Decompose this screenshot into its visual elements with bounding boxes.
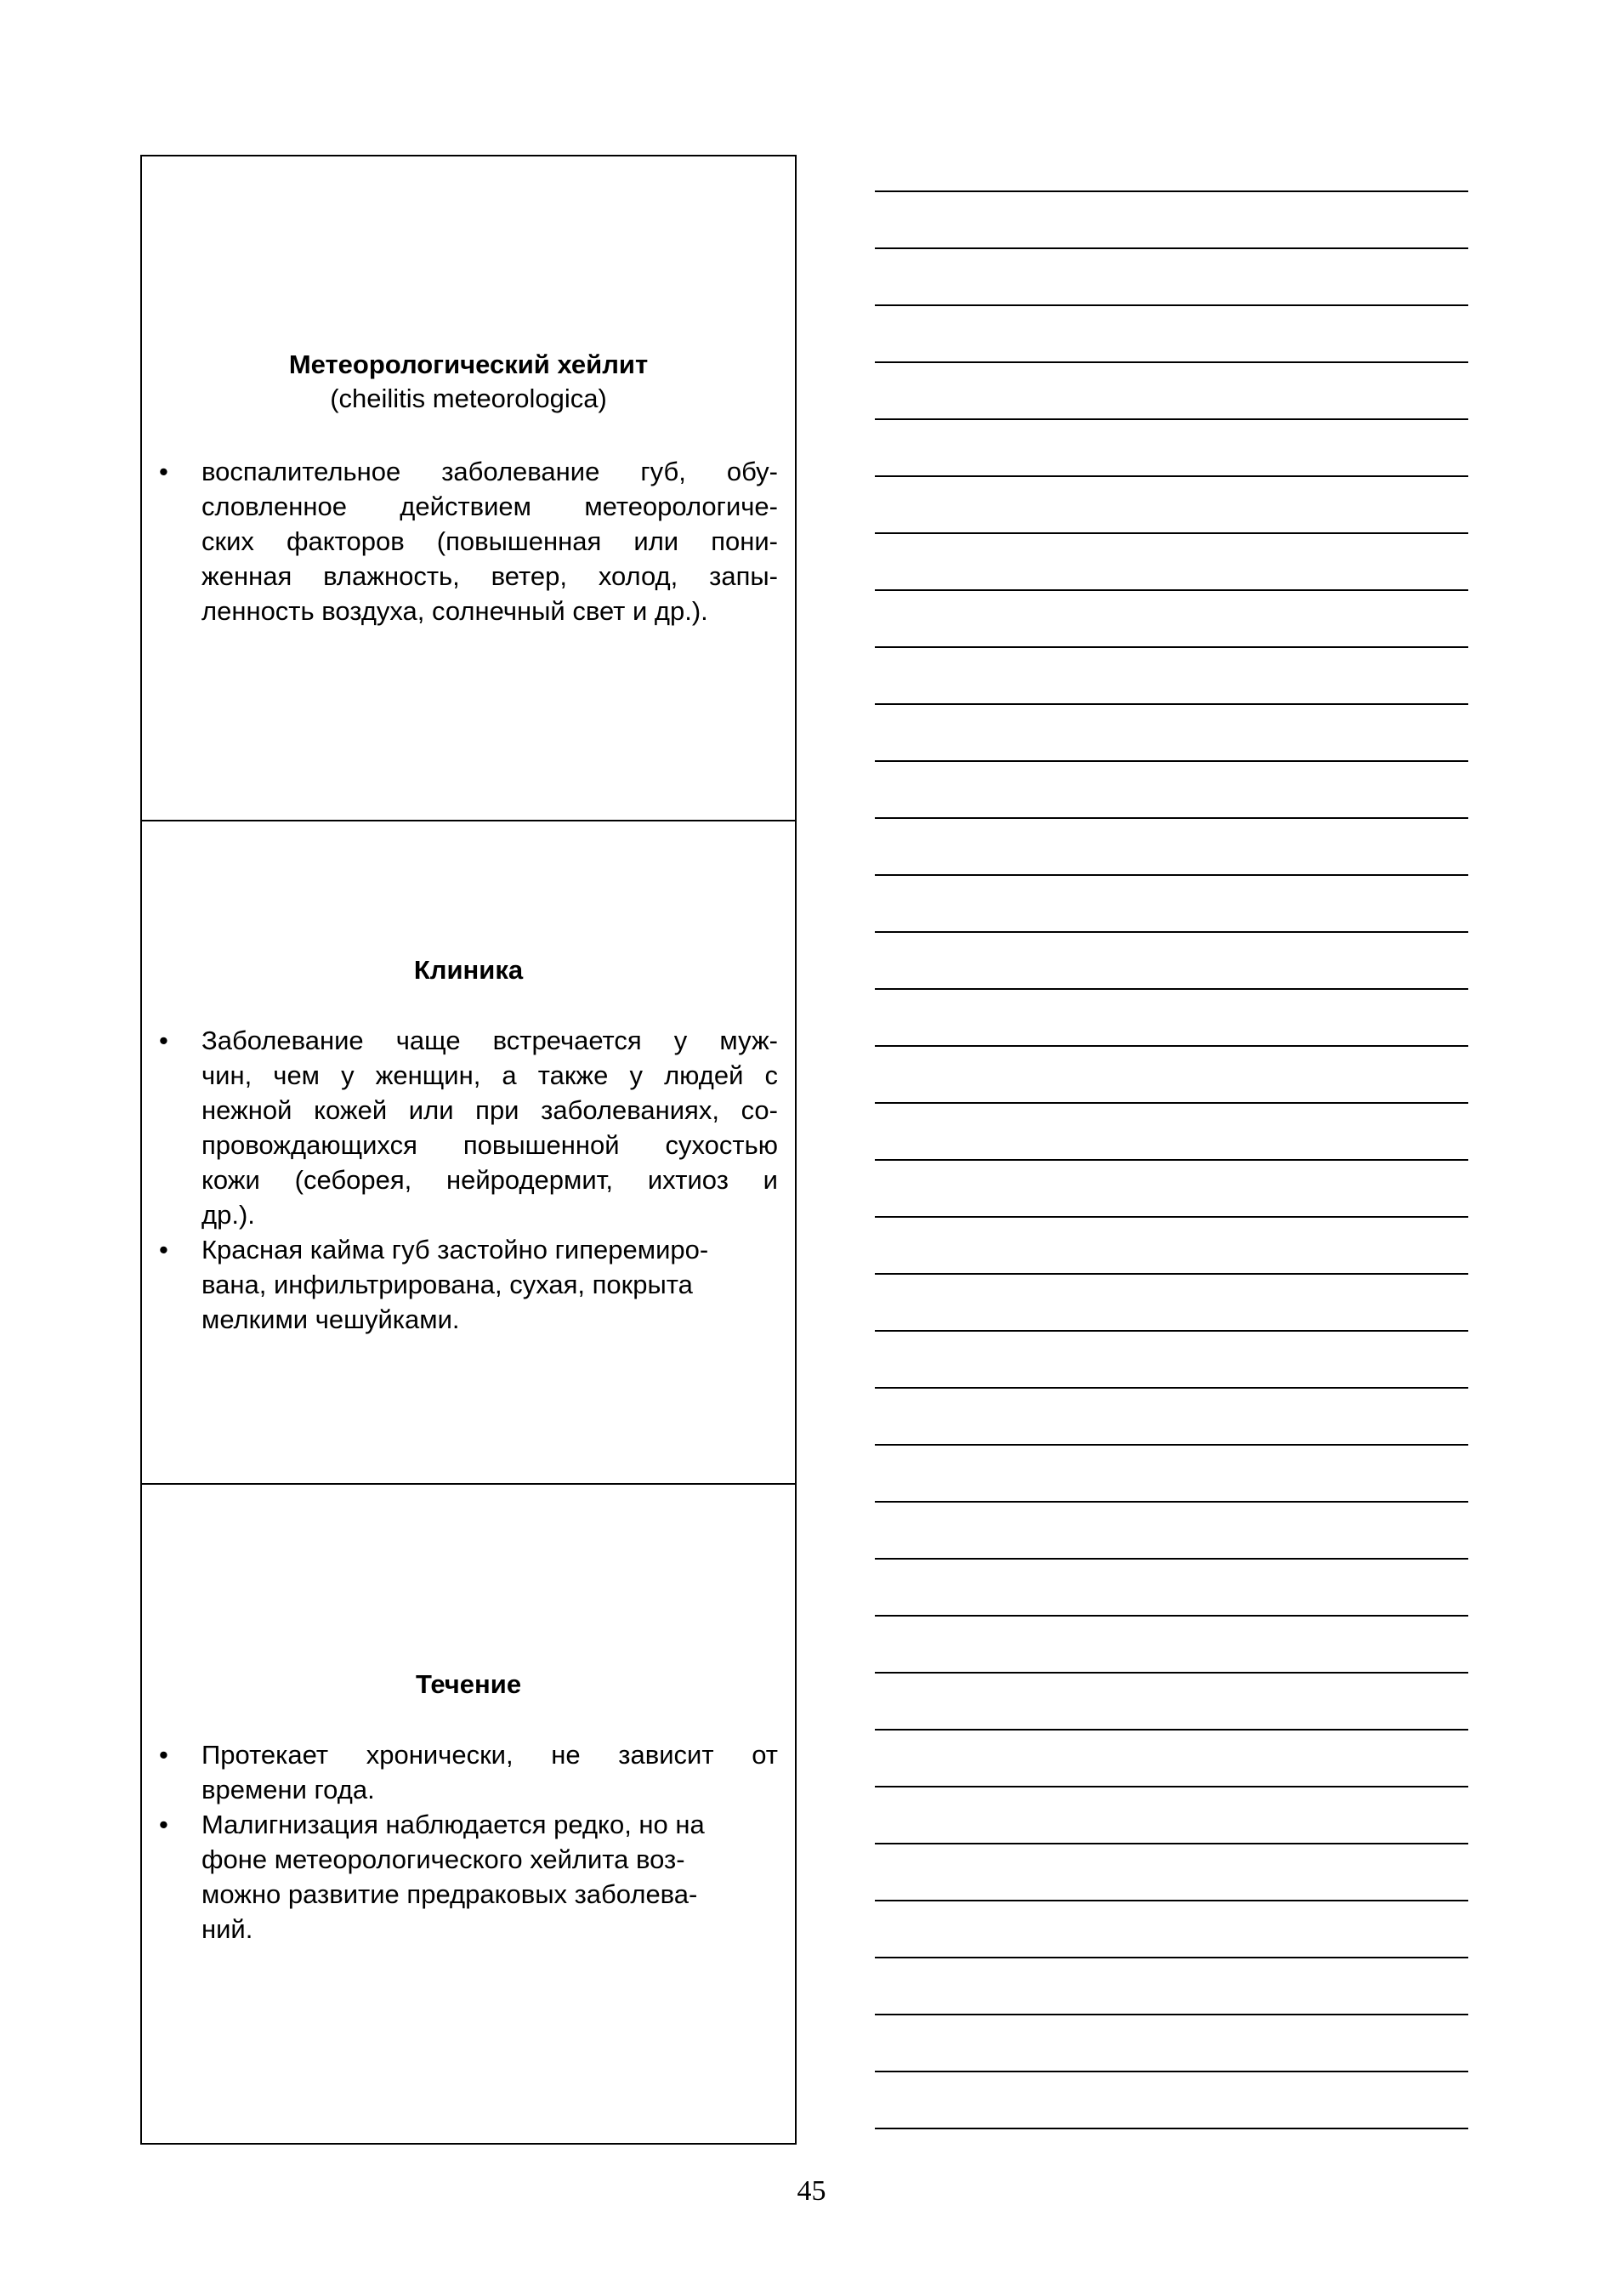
text-line: мелкими чешуйками.: [201, 1304, 460, 1334]
text-line: ских факторов (повышенная или пони-: [201, 526, 778, 556]
note-line: [875, 1900, 1468, 1901]
note-line: [875, 418, 1468, 420]
text-line: Красная кайма губ застойно гиперемиро-: [201, 1235, 709, 1265]
note-line: [875, 646, 1468, 648]
note-line: [875, 190, 1468, 192]
text-line: вана, инфильтрирована, сухая, покрыта: [201, 1270, 693, 1299]
note-line: [875, 1444, 1468, 1446]
note-line: [875, 1615, 1468, 1617]
note-line: [875, 931, 1468, 933]
bullet-item: [159, 454, 778, 628]
slide-title: Метеорологический хейлит: [288, 350, 649, 379]
notes-lines: [875, 190, 1468, 2185]
bullet-list: [159, 1737, 778, 1946]
note-line: [875, 2071, 1468, 2072]
note-line: [875, 1957, 1468, 1958]
slide-subtitle: (cheilitis meteorologica): [330, 384, 607, 413]
bullet-icon: •: [159, 1740, 168, 1770]
text-line: Заболевание чаще встречается у муж-: [201, 1026, 778, 1055]
bullet-item: [159, 1737, 778, 1807]
note-line: [875, 1273, 1468, 1275]
text-line: ленность воздуха, солнечный свет и др.).: [201, 596, 708, 626]
note-line: [875, 2128, 1468, 2129]
bullet-list: [159, 1023, 778, 1337]
note-line: [875, 1843, 1468, 1844]
note-line: [875, 874, 1468, 876]
page-number: 45: [797, 2175, 826, 2207]
note-line: [875, 589, 1468, 591]
note-line: [875, 1330, 1468, 1332]
slide-title: Клиника: [413, 955, 524, 985]
note-line: [875, 304, 1468, 306]
bullet-icon: •: [159, 1026, 168, 1055]
note-line: [875, 1102, 1468, 1104]
text-line: Малигнизация наблюдается редко, но на: [201, 1810, 705, 1839]
text-line: кожи (себорея, нейродермит, ихтиоз и: [201, 1165, 778, 1195]
note-line: [875, 475, 1468, 477]
note-line: [875, 1216, 1468, 1218]
text-line: провождающихся повышенной сухостью: [201, 1130, 778, 1160]
note-line: [875, 1387, 1468, 1389]
bullet-item: [159, 1232, 778, 1337]
note-line: [875, 532, 1468, 534]
bullet-item: [159, 1807, 778, 1946]
text-line: словленное действием метеорологиче-: [201, 492, 778, 521]
note-line: [875, 2014, 1468, 2015]
slide-title: Течение: [415, 1669, 522, 1699]
bullet-item: [159, 1023, 778, 1232]
note-line: [875, 1672, 1468, 1674]
bullet-icon: •: [159, 457, 168, 486]
text-line: Протекает хронически, не зависит от: [201, 1740, 778, 1770]
text-line: др.).: [201, 1200, 255, 1230]
bullet-icon: •: [159, 1235, 168, 1265]
bullet-list: [159, 454, 778, 628]
note-line: [875, 1045, 1468, 1047]
text-line: чин, чем у женщин, а также у людей с: [201, 1060, 778, 1090]
text-line: времени года.: [201, 1775, 375, 1804]
note-line: [875, 817, 1468, 819]
text-line: нежной кожей или при заболеваниях, со-: [201, 1095, 778, 1125]
note-line: [875, 1729, 1468, 1731]
note-line: [875, 760, 1468, 762]
bullet-icon: •: [159, 1810, 168, 1839]
text-line: фоне метеорологического хейлита воз-: [201, 1844, 685, 1874]
slides-column: [140, 155, 797, 2145]
note-line: [875, 1558, 1468, 1560]
text-line: ний.: [201, 1914, 253, 1944]
text-line: женная влажность, ветер, холод, запы-: [201, 561, 778, 591]
slide-course: [142, 1483, 795, 2146]
note-line: [875, 1501, 1468, 1503]
note-line: [875, 1159, 1468, 1161]
note-line: [875, 1786, 1468, 1787]
note-line: [875, 247, 1468, 249]
text-line: воспалительное заболевание губ, обу-: [201, 457, 778, 486]
note-line: [875, 988, 1468, 990]
note-line: [875, 361, 1468, 363]
slide-clinic: [142, 820, 795, 1483]
slide-meteorological-cheilitis: [142, 156, 795, 820]
text-line: можно развитие предраковых заболева-: [201, 1879, 698, 1909]
note-line: [875, 703, 1468, 705]
